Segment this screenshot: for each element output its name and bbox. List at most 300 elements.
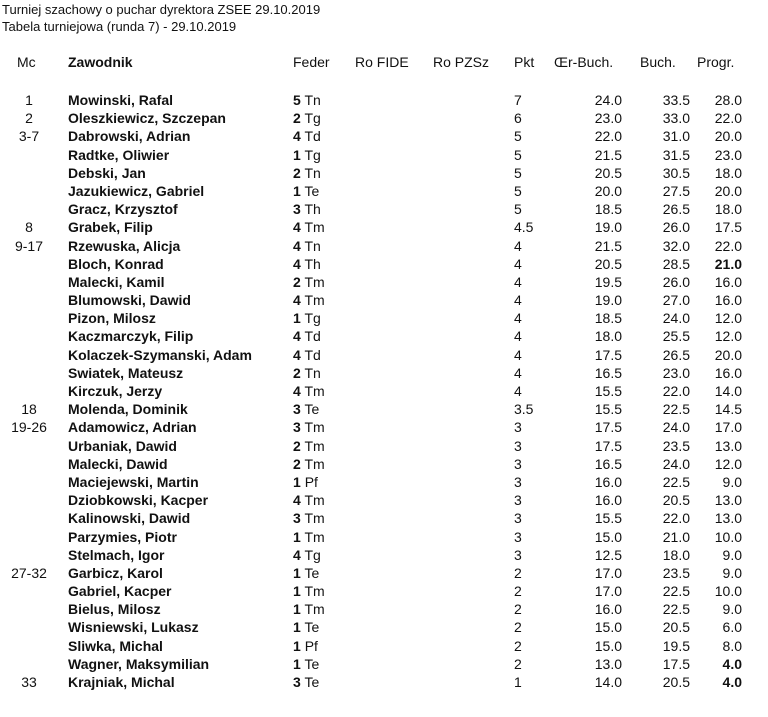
row-progress: 9.0 <box>722 473 742 490</box>
row-federation-number: 1 <box>293 619 301 636</box>
table-row <box>0 346 768 364</box>
header-sb: Œr-Buch. <box>554 54 614 70</box>
row-buchholz: 31.0 <box>662 128 690 145</box>
table-row <box>0 164 768 182</box>
table-row <box>0 237 768 255</box>
row-points: 3.5 <box>514 401 534 418</box>
row-federation <box>293 346 321 364</box>
row-federation <box>293 418 325 436</box>
row-federation-category: Tg <box>304 146 321 163</box>
row-sb: 18.5 <box>594 310 622 327</box>
row-buchholz: 26.0 <box>662 219 690 236</box>
row-player-name: Wisniewski, Lukasz <box>68 619 199 636</box>
row-player-name: Grabek, Filip <box>68 219 153 236</box>
table-row <box>0 109 768 127</box>
header-player: Zawodnik <box>68 54 133 70</box>
row-buchholz: 20.5 <box>662 674 690 690</box>
row-federation <box>293 273 325 291</box>
row-federation-category: Tm <box>304 583 325 600</box>
row-federation <box>293 400 319 418</box>
row-federation-category: Td <box>304 328 321 345</box>
row-federation-number: 2 <box>293 110 301 127</box>
row-buchholz: 20.5 <box>662 492 690 509</box>
row-federation <box>293 455 325 473</box>
row-progress: 14.0 <box>714 383 742 399</box>
row-points: 3 <box>514 492 522 509</box>
row-progress: 16.0 <box>714 292 742 309</box>
row-federation <box>293 255 321 273</box>
row-federation-category: Tm <box>304 437 325 454</box>
row-progress: 28.0 <box>714 92 742 108</box>
row-player-name: Mowinski, Rafal <box>68 92 174 108</box>
row-buchholz: 22.0 <box>662 383 690 399</box>
row-federation-number: 4 <box>293 383 301 399</box>
row-place: 18 <box>21 401 37 418</box>
row-player-name: Malecki, Kamil <box>68 273 165 290</box>
row-place: 1 <box>25 92 33 108</box>
row-progress: 14.5 <box>714 401 742 418</box>
row-federation-category: Tg <box>304 110 321 127</box>
row-buchholz: 27.0 <box>662 292 690 309</box>
row-buchholz: 24.0 <box>662 419 690 436</box>
row-player-name: Pizon, Milosz <box>68 310 156 327</box>
row-sb: 22.0 <box>594 128 622 145</box>
row-progress: 23.0 <box>714 146 742 163</box>
row-federation-category: Tm <box>304 419 325 436</box>
row-federation-number: 4 <box>293 546 301 563</box>
row-federation <box>293 146 321 164</box>
row-points: 5 <box>514 146 522 163</box>
row-federation-number: 5 <box>293 92 301 108</box>
row-points: 2 <box>514 601 522 618</box>
row-sb: 12.5 <box>594 546 622 563</box>
document-title: Turniej szachowy o puchar dyrektora ZSEE 29.10.2019 <box>2 2 321 17</box>
row-federation-category: Te <box>304 674 320 690</box>
row-player-name: Garbicz, Karol <box>68 564 163 581</box>
row-player-name: Sliwka, Michal <box>68 637 163 654</box>
row-federation-category: Te <box>304 182 320 199</box>
row-sb: 16.0 <box>594 473 622 490</box>
row-progress: 9.0 <box>722 546 742 563</box>
row-points: 3 <box>514 473 522 490</box>
row-buchholz: 17.5 <box>662 655 690 672</box>
row-buchholz: 20.5 <box>662 619 690 636</box>
row-federation-category: Th <box>304 201 321 218</box>
row-federation <box>293 564 319 582</box>
row-buchholz: 26.5 <box>662 346 690 363</box>
row-federation-category: Tg <box>304 546 321 563</box>
row-sb: 16.5 <box>594 364 622 381</box>
row-federation-number: 3 <box>293 401 301 418</box>
row-player-name: Rzewuska, Alicja <box>68 237 181 254</box>
row-points: 2 <box>514 583 522 600</box>
row-federation-category: Th <box>304 255 321 272</box>
header-buchholz: Buch. <box>640 54 676 70</box>
row-buchholz: 21.0 <box>662 528 690 545</box>
row-federation-number: 4 <box>293 328 301 345</box>
row-buchholz: 26.5 <box>662 201 690 218</box>
row-federation-category: Te <box>304 619 320 636</box>
row-federation <box>293 637 318 655</box>
row-points: 7 <box>514 92 522 108</box>
row-federation <box>293 182 319 200</box>
row-points: 6 <box>514 110 522 127</box>
row-points: 4 <box>514 310 522 327</box>
row-federation-number: 1 <box>293 655 301 672</box>
row-federation-category: Tm <box>304 455 325 472</box>
row-place: 33 <box>21 674 37 690</box>
row-progress: 12.0 <box>714 310 742 327</box>
row-buchholz: 25.5 <box>662 328 690 345</box>
row-player-name: Debski, Jan <box>68 164 146 181</box>
row-buchholz: 33.0 <box>662 110 690 127</box>
row-points: 3 <box>514 510 522 527</box>
table-row <box>0 437 768 455</box>
table-row <box>0 382 768 400</box>
header-points: Pkt <box>514 54 535 70</box>
row-federation-number: 4 <box>293 219 301 236</box>
row-progress: 16.0 <box>714 273 742 290</box>
table-row <box>0 91 768 109</box>
row-points: 4 <box>514 273 522 290</box>
row-federation-number: 4 <box>293 346 301 363</box>
row-federation-number: 3 <box>293 674 301 690</box>
row-progress: 17.0 <box>714 419 742 436</box>
row-federation-number: 3 <box>293 201 301 218</box>
row-points: 2 <box>514 655 522 672</box>
table-row <box>0 146 768 164</box>
row-sb: 20.0 <box>594 182 622 199</box>
row-buchholz: 22.5 <box>662 601 690 618</box>
row-progress: 22.0 <box>714 110 742 127</box>
table-row <box>0 127 768 145</box>
row-sb: 16.0 <box>594 492 622 509</box>
row-buchholz: 22.0 <box>662 510 690 527</box>
table-row <box>0 273 768 291</box>
row-buchholz: 28.5 <box>662 255 690 272</box>
row-federation <box>293 327 321 345</box>
row-buchholz: 27.5 <box>662 182 690 199</box>
row-federation <box>293 528 325 546</box>
row-federation-number: 1 <box>293 601 301 618</box>
row-progress: 9.0 <box>722 601 742 618</box>
row-progress: 4.0 <box>722 674 742 690</box>
row-federation-number: 1 <box>293 146 301 163</box>
row-player-name: Parzymies, Piotr <box>68 528 177 545</box>
row-federation-category: Tm <box>304 510 325 527</box>
row-federation-number: 1 <box>293 583 301 600</box>
row-sb: 21.5 <box>594 237 622 254</box>
row-player-name: Swiatek, Mateusz <box>68 364 184 381</box>
row-points: 5 <box>514 128 522 145</box>
row-buchholz: 24.0 <box>662 310 690 327</box>
row-federation <box>293 491 325 509</box>
row-points: 5 <box>514 182 522 199</box>
row-player-name: Adamowicz, Adrian <box>68 419 197 436</box>
row-buchholz: 24.0 <box>662 455 690 472</box>
row-federation <box>293 200 321 218</box>
row-buchholz: 23.5 <box>662 437 690 454</box>
table-row <box>0 255 768 273</box>
row-points: 3 <box>514 528 522 545</box>
row-progress: 17.5 <box>714 219 742 236</box>
table-row <box>0 455 768 473</box>
row-sb: 19.0 <box>594 219 622 236</box>
table-row <box>0 600 768 618</box>
row-player-name: Molenda, Dominik <box>68 401 188 418</box>
row-progress: 13.0 <box>714 437 742 454</box>
row-buchholz: 18.0 <box>662 546 690 563</box>
row-federation-number: 2 <box>293 437 301 454</box>
standings-table <box>0 91 768 691</box>
row-sb: 20.5 <box>594 255 622 272</box>
row-federation-category: Tm <box>304 601 325 618</box>
row-sb: 19.5 <box>594 273 622 290</box>
row-player-name: Krajniak, Michal <box>68 674 175 690</box>
table-row <box>0 655 768 673</box>
row-sb: 13.0 <box>594 655 622 672</box>
row-federation-category: Tm <box>304 219 325 236</box>
row-player-name: Dabrowski, Adrian <box>68 128 191 145</box>
row-progress: 4.0 <box>722 655 742 672</box>
row-federation-number: 1 <box>293 473 301 490</box>
row-federation-category: Te <box>304 401 320 418</box>
row-federation-category: Tg <box>304 310 321 327</box>
table-row <box>0 182 768 200</box>
table-row <box>0 418 768 436</box>
row-points: 2 <box>514 637 522 654</box>
row-place: 3-7 <box>18 128 40 145</box>
row-federation-category: Tn <box>304 364 321 381</box>
table-row <box>0 218 768 236</box>
row-player-name: Dziobkowski, Kacper <box>68 492 209 509</box>
row-federation-category: Pf <box>304 473 318 490</box>
row-sb: 17.5 <box>594 346 622 363</box>
row-progress: 18.0 <box>714 164 742 181</box>
row-points: 2 <box>514 564 522 581</box>
header-rating-pzsz: Ro PZSz <box>433 54 490 70</box>
row-federation-category: Td <box>304 346 321 363</box>
row-player-name: Maciejewski, Martin <box>68 473 199 490</box>
header-federation: Feder <box>293 54 330 70</box>
table-row <box>0 546 768 564</box>
row-federation-number: 1 <box>293 564 301 581</box>
row-points: 2 <box>514 619 522 636</box>
row-points: 5 <box>514 164 522 181</box>
row-place: 19-26 <box>11 419 47 436</box>
row-federation-number: 1 <box>293 182 301 199</box>
row-federation-category: Tm <box>304 383 325 399</box>
row-player-name: Stelmach, Igor <box>68 546 165 563</box>
row-sb: 15.0 <box>594 528 622 545</box>
table-row <box>0 564 768 582</box>
row-federation <box>293 618 319 636</box>
row-federation-category: Tm <box>304 273 325 290</box>
row-federation <box>293 655 319 673</box>
row-buchholz: 22.5 <box>662 401 690 418</box>
row-federation-number: 4 <box>293 237 301 254</box>
row-place: 8 <box>25 219 33 236</box>
table-row <box>0 364 768 382</box>
row-federation <box>293 309 321 327</box>
row-progress: 8.0 <box>722 637 742 654</box>
row-points: 3 <box>514 546 522 563</box>
row-federation-number: 3 <box>293 419 301 436</box>
row-player-name: Bielus, Milosz <box>68 601 161 618</box>
table-row <box>0 327 768 345</box>
row-progress: 6.0 <box>722 619 742 636</box>
row-federation <box>293 600 325 618</box>
row-player-name: Kalinowski, Dawid <box>68 510 191 527</box>
row-federation <box>293 582 325 600</box>
row-sb: 18.0 <box>594 328 622 345</box>
table-row <box>0 491 768 509</box>
row-points: 4 <box>514 255 522 272</box>
row-federation-number: 1 <box>293 310 301 327</box>
row-progress: 20.0 <box>714 182 742 199</box>
row-player-name: Malecki, Dawid <box>68 455 168 472</box>
row-points: 3 <box>514 455 522 472</box>
row-player-name: Kaczmarczyk, Filip <box>68 328 194 345</box>
row-progress: 10.0 <box>714 583 742 600</box>
row-progress: 12.0 <box>714 328 742 345</box>
row-player-name: Blumowski, Dawid <box>68 292 191 309</box>
row-federation <box>293 237 321 255</box>
row-federation <box>293 473 318 491</box>
table-row <box>0 673 768 691</box>
row-buchholz: 19.5 <box>662 637 690 654</box>
table-row <box>0 582 768 600</box>
row-sb: 17.0 <box>594 564 622 581</box>
row-player-name: Wagner, Maksymilian <box>68 655 210 672</box>
table-row <box>0 473 768 491</box>
row-sb: 24.0 <box>594 92 622 108</box>
row-buchholz: 31.5 <box>662 146 690 163</box>
table-row <box>0 528 768 546</box>
row-points: 4 <box>514 328 522 345</box>
row-progress: 20.0 <box>714 128 742 145</box>
row-sb: 15.5 <box>594 510 622 527</box>
row-buchholz: 32.0 <box>662 237 690 254</box>
row-sb: 19.0 <box>594 292 622 309</box>
row-federation-number: 2 <box>293 364 301 381</box>
row-federation <box>293 364 321 382</box>
row-federation-number: 1 <box>293 528 301 545</box>
row-player-name: Gabriel, Kacper <box>68 583 172 600</box>
row-federation <box>293 382 325 400</box>
row-sb: 20.5 <box>594 164 622 181</box>
row-buchholz: 26.0 <box>662 273 690 290</box>
row-player-name: Kolaczek-Szymanski, Adam <box>68 346 252 363</box>
row-federation <box>293 437 325 455</box>
row-player-name: Urbaniak, Dawid <box>68 437 177 454</box>
header-place: Mc <box>17 54 36 70</box>
row-points: 4 <box>514 237 522 254</box>
row-progress: 16.0 <box>714 364 742 381</box>
row-federation-number: 2 <box>293 273 301 290</box>
row-buchholz: 30.5 <box>662 164 690 181</box>
row-federation <box>293 218 325 236</box>
row-sb: 17.0 <box>594 583 622 600</box>
table-row <box>0 200 768 218</box>
row-points: 4 <box>514 292 522 309</box>
row-federation <box>293 673 319 691</box>
row-federation-category: Tm <box>304 492 325 509</box>
row-points: 4 <box>514 346 522 363</box>
row-federation-number: 4 <box>293 492 301 509</box>
row-player-name: Gracz, Krzysztof <box>68 201 178 218</box>
row-federation-number: 2 <box>293 455 301 472</box>
row-place: 27-32 <box>11 564 47 581</box>
row-progress: 9.0 <box>722 564 742 581</box>
row-federation-category: Pf <box>304 637 318 654</box>
row-federation-number: 4 <box>293 128 301 145</box>
row-sb: 17.5 <box>594 437 622 454</box>
row-federation-category: Td <box>304 128 321 145</box>
document-subtitle: Tabela turniejowa (runda 7) - 29.10.2019 <box>2 19 237 34</box>
row-federation <box>293 164 321 182</box>
row-buchholz: 22.5 <box>662 473 690 490</box>
row-sb: 15.0 <box>594 637 622 654</box>
row-points: 1 <box>514 674 522 690</box>
row-federation <box>293 291 325 309</box>
row-federation-category: Te <box>304 564 320 581</box>
row-progress: 20.0 <box>714 346 742 363</box>
row-points: 4 <box>514 383 522 399</box>
row-player-name: Oleszkiewicz, Szczepan <box>68 110 226 127</box>
table-row <box>0 400 768 418</box>
row-sb: 15.5 <box>594 383 622 399</box>
row-progress: 21.0 <box>714 255 742 272</box>
row-federation-number: 4 <box>293 292 301 309</box>
table-row <box>0 637 768 655</box>
row-player-name: Kirczuk, Jerzy <box>68 383 163 399</box>
row-progress: 13.0 <box>714 492 742 509</box>
row-points: 3 <box>514 419 522 436</box>
row-federation-number: 3 <box>293 510 301 527</box>
table-row <box>0 291 768 309</box>
row-progress: 13.0 <box>714 510 742 527</box>
row-points: 4 <box>514 364 522 381</box>
row-progress: 22.0 <box>714 237 742 254</box>
row-federation-category: Tm <box>304 528 325 545</box>
row-player-name: Bloch, Konrad <box>68 255 164 272</box>
row-points: 3 <box>514 437 522 454</box>
row-sb: 23.0 <box>594 110 622 127</box>
header-progress: Progr. <box>697 54 735 70</box>
row-points: 4.5 <box>514 219 534 236</box>
row-federation-category: Tn <box>304 164 321 181</box>
row-federation-number: 2 <box>293 164 301 181</box>
table-row <box>0 509 768 527</box>
row-progress: 18.0 <box>714 201 742 218</box>
row-federation <box>293 546 321 564</box>
row-player-name: Radtke, Oliwier <box>68 146 170 163</box>
row-buchholz: 33.5 <box>662 92 690 108</box>
row-sb: 18.5 <box>594 201 622 218</box>
row-federation-number: 1 <box>293 637 301 654</box>
row-federation-category: Te <box>304 655 320 672</box>
row-sb: 21.5 <box>594 146 622 163</box>
row-points: 5 <box>514 201 522 218</box>
table-row <box>0 618 768 636</box>
row-federation-category: Tn <box>304 237 321 254</box>
row-progress: 12.0 <box>714 455 742 472</box>
row-federation-number: 4 <box>293 255 301 272</box>
row-player-name: Jazukiewicz, Gabriel <box>68 182 205 199</box>
row-federation-category: Tm <box>304 292 325 309</box>
row-sb: 14.0 <box>594 674 622 690</box>
